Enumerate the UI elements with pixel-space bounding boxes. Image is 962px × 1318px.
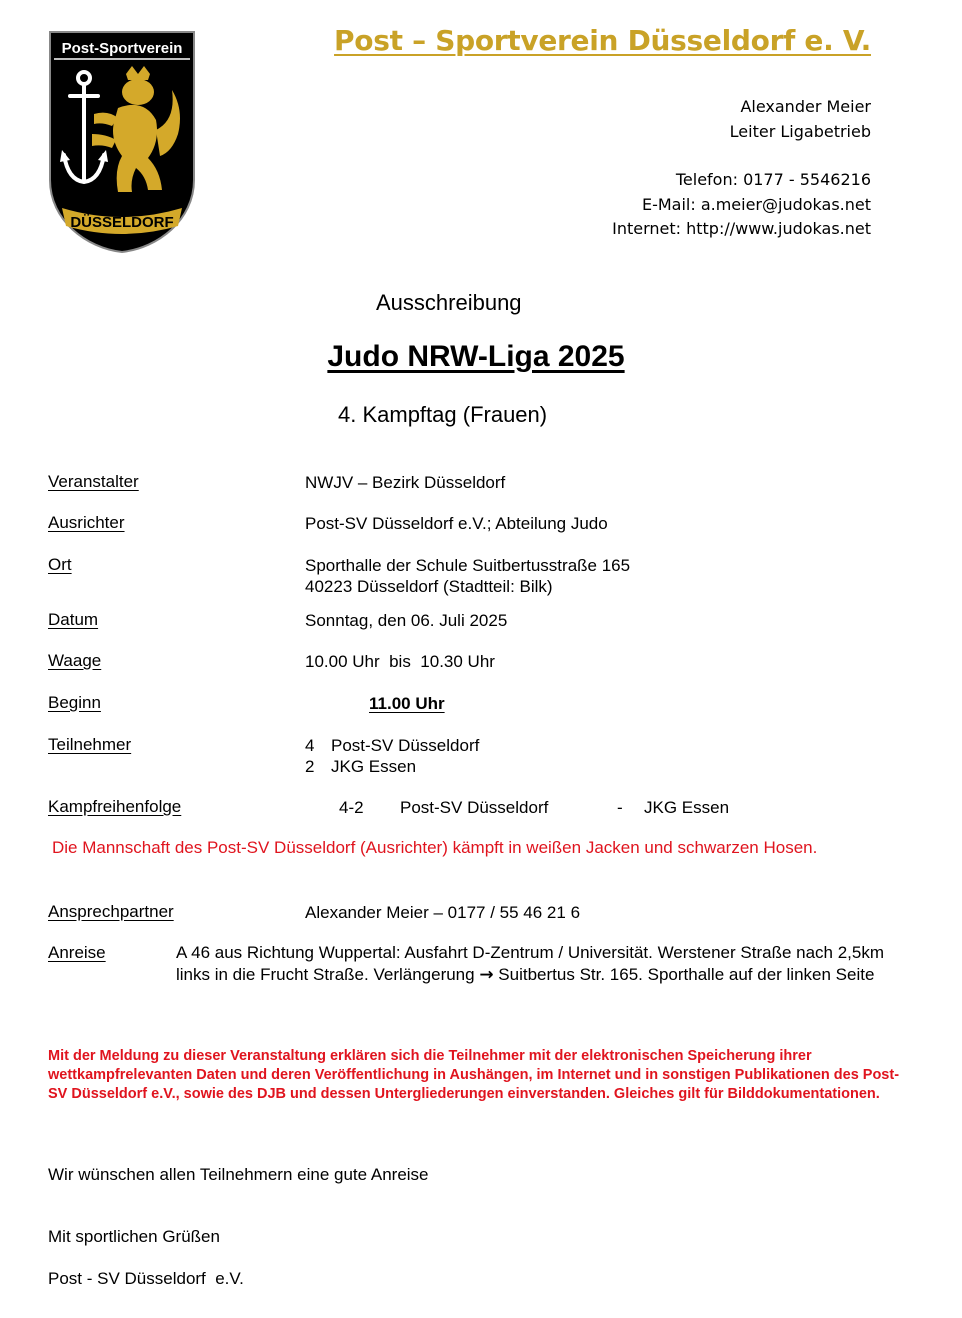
logo-bottom-text: DÜSSELDORF (70, 214, 174, 231)
contact-role: Leiter Ligabetrieb (729, 121, 871, 141)
waage-label: Waage (48, 651, 102, 670)
ort-label: Ort (48, 555, 72, 574)
kampfreihenfolge-order: 4-2 (339, 798, 364, 817)
anreise-text-before: A 46 aus Richtung Wuppertal: Ausfahrt D-Zentrum / Universität. Werstener Straße nach 2,5km links in die Frucht Straße. Verlängerung (176, 943, 885, 984)
document-headline: Judo NRW-Liga 2025 (327, 340, 625, 373)
ort-line-2: 40223 Düsseldorf (Stadtteil: Bilk) (305, 577, 553, 596)
ausrichter-value: Post-SV Düsseldorf e.V.; Abteilung Judo (305, 514, 608, 533)
datum-value: Sonntag, den 06. Juli 2025 (305, 611, 508, 630)
kampftag-title: 4. Kampftag (Frauen) (338, 402, 548, 427)
contact-block (730, 95, 871, 144)
club-crest-icon (48, 30, 196, 254)
kampfreihenfolge-separator: - (617, 798, 623, 817)
arrow-right-icon: → (479, 964, 494, 985)
teilnehmer-item (305, 756, 479, 777)
contact-details (612, 168, 871, 242)
kampfreihenfolge-away: JKG Essen (644, 798, 730, 817)
closing-greeting: Mit sportlichen Grüßen (48, 1227, 220, 1246)
closing-signature: Post - SV Düsseldorf e.V. (48, 1269, 244, 1288)
team-number: 2 (305, 757, 315, 776)
kampfreihenfolge-home: Post-SV Düsseldorf (400, 798, 549, 817)
logo-top-text: Post-Sportverein (61, 40, 183, 57)
club-logo (48, 30, 196, 254)
veranstalter-value: NWJV – Bezirk Düsseldorf (305, 473, 506, 492)
document-subtitle: Ausschreibung (376, 290, 522, 315)
teilnehmer-list (305, 735, 479, 777)
contact-internet: Internet: http://www.judokas.net (612, 219, 871, 238)
teilnehmer-item (305, 735, 479, 756)
contact-phone: Telefon: 0177 - 5546216 (675, 170, 871, 189)
ausrichter-label: Ausrichter (48, 513, 125, 532)
ansprechpartner-label: Ansprechpartner (48, 902, 174, 921)
closing-wish: Wir wünschen allen Teilnehmern eine gute Anreise (48, 1165, 429, 1184)
anreise-text-after: Suitbertus Str. 165. Sporthalle auf der linken Seite (493, 964, 875, 984)
privacy-notice: Mit der Meldung zu dieser Veranstaltung erklären sich die Teilnehmer mit der elektronischen Speicherung ihrer wettkampfrelevanten Daten und deren Veröffentlichung in Aushängen, im Internet und in sonstigen Publikationen des Post-SV Düsseldorf e.V., sowie des DJB und dessen Untergliederungen einverstanden. Gleiches gilt für Bilddokumentationen. (48, 1048, 900, 1102)
team-number: 4 (305, 736, 315, 755)
team-name: Post-SV Düsseldorf (331, 736, 480, 755)
beginn-label: Beginn (48, 693, 101, 712)
dress-code-notice: Die Mannschaft des Post-SV Düsseldorf (Ausrichter) kämpft in weißen Jacken und schwarzen Hosen. (52, 838, 818, 857)
org-title: Post – Sportverein Düsseldorf e. V. (334, 24, 871, 57)
anreise-text (176, 942, 896, 986)
kampfreihenfolge-label: Kampfreihenfolge (48, 797, 182, 816)
contact-name: Alexander Meier (740, 97, 871, 116)
datum-label: Datum (48, 610, 99, 629)
ansprechpartner-value: Alexander Meier – 0177 / 55 46 21 6 (305, 903, 581, 922)
ort-line-1: Sporthalle der Schule Suitbertusstraße 165 (305, 556, 631, 575)
teilnehmer-label: Teilnehmer (48, 735, 132, 754)
waage-value: 10.00 Uhr bis 10.30 Uhr (305, 652, 495, 671)
beginn-value: 11.00 Uhr (369, 694, 445, 713)
anreise-label: Anreise (48, 943, 106, 962)
team-name: JKG Essen (331, 757, 417, 776)
contact-email: E-Mail: a.meier@judokas.net (641, 194, 871, 214)
ort-value (305, 555, 630, 597)
veranstalter-label: Veranstalter (48, 472, 139, 491)
